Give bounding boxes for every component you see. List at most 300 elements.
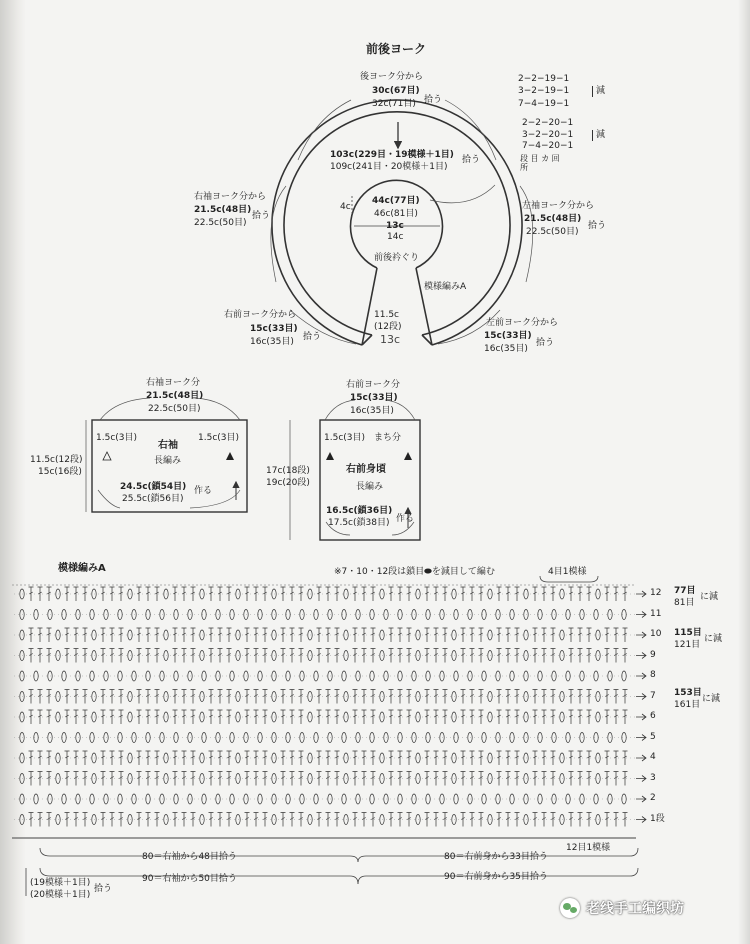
double-crochet-mark xyxy=(146,772,151,786)
double-crochet-mark xyxy=(218,813,223,827)
double-crochet-mark xyxy=(281,710,286,724)
dec10-note: に減 xyxy=(704,634,723,644)
dec12-note: に減 xyxy=(700,592,719,602)
double-crochet-mark xyxy=(533,772,538,786)
row-direction-arrow xyxy=(636,755,646,761)
double-crochet-mark xyxy=(290,690,295,704)
chart-repeat12: 12目1模様 xyxy=(566,843,611,853)
double-crochet-mark xyxy=(542,628,547,642)
yoke-outer-v2: 109c(241目・20模様＋1目) xyxy=(330,162,448,172)
front-height-v2: 19c(20段) xyxy=(266,478,310,488)
double-crochet-mark xyxy=(605,751,610,765)
double-crochet-mark xyxy=(65,813,70,827)
double-crochet-mark xyxy=(398,690,403,704)
double-crochet-mark xyxy=(173,813,178,827)
double-crochet-mark xyxy=(614,813,619,827)
double-crochet-mark xyxy=(218,587,223,601)
chart-row-label: 1段 xyxy=(650,813,665,824)
double-crochet-mark xyxy=(425,710,430,724)
left-sleeve-v2: 22.5c(50目) xyxy=(526,227,579,237)
double-crochet-mark xyxy=(578,628,583,642)
double-crochet-mark xyxy=(569,587,574,601)
double-crochet-mark xyxy=(398,710,403,724)
double-crochet-mark xyxy=(578,772,583,786)
chart-row-label: 3 xyxy=(650,772,656,783)
double-crochet-mark xyxy=(182,587,187,601)
right-sleeve-action: 拾う xyxy=(252,211,271,221)
double-crochet-mark xyxy=(29,710,34,724)
dec-table2-row3: 7−4−20−1 xyxy=(522,141,574,151)
double-crochet-mark xyxy=(146,628,151,642)
double-crochet-mark xyxy=(506,751,511,765)
double-crochet-mark xyxy=(578,649,583,663)
double-crochet-mark xyxy=(281,628,286,642)
double-crochet-mark xyxy=(506,587,511,601)
double-crochet-mark xyxy=(254,628,259,642)
double-crochet-mark xyxy=(353,690,358,704)
double-crochet-mark xyxy=(362,813,367,827)
double-crochet-mark xyxy=(434,751,439,765)
double-crochet-mark xyxy=(389,587,394,601)
double-crochet-mark xyxy=(362,690,367,704)
double-crochet-mark xyxy=(497,587,502,601)
double-crochet-mark xyxy=(461,628,466,642)
double-crochet-mark xyxy=(65,628,70,642)
double-crochet-mark xyxy=(65,772,70,786)
front-bottom-v1: 16.5c(鎖36目) xyxy=(326,506,393,516)
double-crochet-mark xyxy=(182,813,187,827)
double-crochet-mark xyxy=(65,751,70,765)
double-crochet-mark xyxy=(209,587,214,601)
double-crochet-mark xyxy=(245,587,250,601)
double-crochet-mark xyxy=(425,587,430,601)
chart-row-label: 8 xyxy=(650,670,656,680)
double-crochet-mark xyxy=(101,710,106,724)
double-crochet-mark xyxy=(317,813,322,827)
placket-v2: (12段) xyxy=(374,322,402,332)
double-crochet-mark xyxy=(38,628,43,642)
double-crochet-mark xyxy=(542,587,547,601)
double-crochet-mark xyxy=(74,751,79,765)
wechat-logo-icon xyxy=(560,898,580,918)
neck-v1: 44c(77目) xyxy=(372,196,420,206)
front-corner-right: まち分 xyxy=(374,433,402,443)
double-crochet-mark xyxy=(506,813,511,827)
double-crochet-mark xyxy=(497,690,502,704)
dec7-note: に減 xyxy=(702,694,721,704)
double-crochet-mark xyxy=(65,649,70,663)
double-crochet-mark xyxy=(74,813,79,827)
double-crochet-mark xyxy=(29,813,34,827)
row-direction-arrow xyxy=(636,694,646,700)
double-crochet-mark xyxy=(605,587,610,601)
double-crochet-mark xyxy=(389,710,394,724)
bottom1-left: 80＝右袖から48目拾う xyxy=(142,852,237,862)
neck-w1: 13c xyxy=(386,221,404,231)
sleeve-top-v1: 21.5c(48目) xyxy=(146,391,204,401)
double-crochet-mark xyxy=(317,772,322,786)
double-crochet-mark xyxy=(533,628,538,642)
chart-row-label: 5 xyxy=(650,731,656,742)
double-crochet-mark xyxy=(470,710,475,724)
double-crochet-mark xyxy=(290,772,295,786)
double-crochet-mark xyxy=(173,628,178,642)
double-crochet-mark xyxy=(362,649,367,663)
watermark xyxy=(560,898,684,918)
double-crochet-mark xyxy=(470,628,475,642)
chart-row-label: 11 xyxy=(650,608,662,619)
sleeve-bottom-v1: 24.5c(鎖54目) xyxy=(120,482,187,492)
total-action: 拾う xyxy=(94,884,113,894)
double-crochet-mark xyxy=(218,690,223,704)
chart-repeat: 4目1模様 xyxy=(548,567,587,577)
dec-table1-note: 減 xyxy=(592,86,605,97)
double-crochet-mark xyxy=(290,628,295,642)
double-crochet-mark xyxy=(461,772,466,786)
double-crochet-mark xyxy=(182,772,187,786)
front-title: 右前身頃 xyxy=(346,464,386,475)
double-crochet-mark xyxy=(542,772,547,786)
double-crochet-mark xyxy=(326,649,331,663)
row-direction-arrow xyxy=(636,632,646,638)
double-crochet-mark xyxy=(65,710,70,724)
double-crochet-mark xyxy=(209,649,214,663)
double-crochet-mark xyxy=(398,649,403,663)
yoke-outer-v1: 103c(229目・19模様＋1目) xyxy=(330,150,454,160)
dec-table1-row2: 3−2−19−1 xyxy=(518,86,570,96)
double-crochet-mark xyxy=(110,628,115,642)
double-crochet-mark xyxy=(533,587,538,601)
double-crochet-mark xyxy=(614,710,619,724)
double-crochet-mark xyxy=(173,751,178,765)
double-crochet-mark xyxy=(218,772,223,786)
front-corner-left: 1.5c(3目) xyxy=(324,433,366,443)
front-height-v1: 17c(18段) xyxy=(266,466,310,476)
front-top-v1: 15c(33目) xyxy=(350,393,398,403)
sleeve-make: 作る xyxy=(194,486,213,496)
double-crochet-mark xyxy=(461,690,466,704)
row-direction-arrow xyxy=(636,591,646,597)
double-crochet-mark xyxy=(614,690,619,704)
dec12-v1: 77目 xyxy=(674,586,696,596)
left-front-label: 左前ヨーク分から xyxy=(486,318,559,328)
double-crochet-mark xyxy=(281,772,286,786)
double-crochet-mark xyxy=(74,649,79,663)
double-crochet-mark xyxy=(317,751,322,765)
double-crochet-mark xyxy=(425,772,430,786)
double-crochet-mark xyxy=(362,772,367,786)
double-crochet-mark xyxy=(461,710,466,724)
double-crochet-mark xyxy=(425,751,430,765)
double-crochet-mark xyxy=(137,649,142,663)
double-crochet-mark xyxy=(218,751,223,765)
dec-table2-row1: 2−2−20−1 xyxy=(522,118,574,128)
double-crochet-mark xyxy=(353,628,358,642)
double-crochet-mark xyxy=(146,587,151,601)
double-crochet-mark xyxy=(533,813,538,827)
double-crochet-mark xyxy=(38,649,43,663)
row-direction-arrow xyxy=(636,776,646,782)
bottom2-right: 90＝右前身から35目拾う xyxy=(444,872,548,882)
double-crochet-mark xyxy=(74,710,79,724)
yoke-title: 前後ヨーク xyxy=(366,42,427,56)
double-crochet-mark xyxy=(38,690,43,704)
double-crochet-mark xyxy=(425,813,430,827)
double-crochet-mark xyxy=(434,772,439,786)
double-crochet-mark xyxy=(209,813,214,827)
double-crochet-mark xyxy=(569,690,574,704)
double-crochet-mark xyxy=(605,628,610,642)
double-crochet-mark xyxy=(353,587,358,601)
double-crochet-mark xyxy=(317,587,322,601)
double-crochet-mark xyxy=(281,751,286,765)
double-crochet-mark xyxy=(353,813,358,827)
double-crochet-mark xyxy=(317,649,322,663)
double-crochet-mark xyxy=(209,690,214,704)
double-crochet-mark xyxy=(569,772,574,786)
double-crochet-mark xyxy=(353,772,358,786)
double-crochet-mark xyxy=(569,751,574,765)
double-crochet-mark xyxy=(434,710,439,724)
double-crochet-mark xyxy=(74,690,79,704)
double-crochet-mark xyxy=(29,772,34,786)
front-make: 作る xyxy=(396,514,415,524)
double-crochet-mark xyxy=(137,813,142,827)
left-front-action: 拾う xyxy=(536,338,555,348)
double-crochet-mark xyxy=(173,587,178,601)
double-crochet-mark xyxy=(542,690,547,704)
double-crochet-mark xyxy=(137,710,142,724)
double-crochet-mark xyxy=(281,587,286,601)
row-direction-arrow xyxy=(636,653,646,659)
double-crochet-mark xyxy=(101,649,106,663)
double-crochet-mark xyxy=(173,772,178,786)
double-crochet-mark xyxy=(137,587,142,601)
double-crochet-mark xyxy=(182,690,187,704)
double-crochet-mark xyxy=(461,649,466,663)
total-v1: (19模様＋1目) xyxy=(30,878,91,888)
dec7-v1: 153目 xyxy=(674,688,702,698)
double-crochet-mark xyxy=(254,690,259,704)
double-crochet-mark xyxy=(398,628,403,642)
double-crochet-mark xyxy=(506,649,511,663)
double-crochet-mark xyxy=(389,628,394,642)
front-top-label: 右前ヨーク分 xyxy=(346,380,401,390)
dec10-v1: 115目 xyxy=(674,628,702,638)
double-crochet-mark xyxy=(569,813,574,827)
dec10-v2: 121目 xyxy=(674,640,701,650)
double-crochet-mark xyxy=(317,628,322,642)
double-crochet-mark xyxy=(398,813,403,827)
double-crochet-mark xyxy=(578,710,583,724)
double-crochet-mark xyxy=(389,690,394,704)
double-crochet-mark xyxy=(398,587,403,601)
double-crochet-mark xyxy=(326,628,331,642)
double-crochet-mark xyxy=(101,772,106,786)
double-crochet-mark xyxy=(101,751,106,765)
double-crochet-mark xyxy=(326,772,331,786)
double-crochet-mark xyxy=(281,690,286,704)
bottom1-right: 80＝右前身から33目拾う xyxy=(444,852,548,862)
chart-row-label: 6 xyxy=(650,711,656,721)
right-sleeve-v1: 21.5c(48目) xyxy=(194,205,252,215)
double-crochet-mark xyxy=(506,690,511,704)
stitch-chart-rows xyxy=(14,587,646,827)
double-crochet-mark xyxy=(38,751,43,765)
row-direction-arrow xyxy=(636,796,646,802)
dec-table1-row3: 7−4−19−1 xyxy=(518,99,570,109)
double-crochet-mark xyxy=(254,813,259,827)
double-crochet-mark xyxy=(290,710,295,724)
double-crochet-mark xyxy=(209,710,214,724)
double-crochet-mark xyxy=(362,628,367,642)
double-crochet-mark xyxy=(362,751,367,765)
double-crochet-mark xyxy=(101,587,106,601)
front-top-v2: 16c(35目) xyxy=(350,406,394,416)
row-direction-arrow xyxy=(636,735,646,741)
double-crochet-mark xyxy=(605,710,610,724)
double-crochet-mark xyxy=(29,628,34,642)
double-crochet-mark xyxy=(578,690,583,704)
double-crochet-mark xyxy=(578,751,583,765)
double-crochet-mark xyxy=(326,751,331,765)
double-crochet-mark xyxy=(101,690,106,704)
double-crochet-mark xyxy=(38,587,43,601)
double-crochet-mark xyxy=(137,690,142,704)
double-crochet-mark xyxy=(245,628,250,642)
double-crochet-mark xyxy=(506,710,511,724)
left-sleeve-action: 拾う xyxy=(588,221,607,231)
double-crochet-mark xyxy=(110,649,115,663)
sleeve-corner-left: 1.5c(3目) xyxy=(96,433,138,443)
double-crochet-mark xyxy=(290,587,295,601)
row-direction-arrow xyxy=(636,612,646,618)
double-crochet-mark xyxy=(425,628,430,642)
double-crochet-mark xyxy=(470,690,475,704)
double-crochet-mark xyxy=(614,772,619,786)
double-crochet-mark xyxy=(173,690,178,704)
double-crochet-mark xyxy=(245,710,250,724)
double-crochet-mark xyxy=(74,628,79,642)
dec-table2-row2: 3−2−20−1 xyxy=(522,130,574,140)
double-crochet-mark xyxy=(137,628,142,642)
double-crochet-mark xyxy=(506,628,511,642)
double-crochet-mark xyxy=(209,751,214,765)
double-crochet-mark xyxy=(29,649,34,663)
double-crochet-mark xyxy=(245,751,250,765)
double-crochet-mark xyxy=(497,710,502,724)
double-crochet-mark xyxy=(434,813,439,827)
double-crochet-mark xyxy=(137,772,142,786)
double-crochet-mark xyxy=(542,751,547,765)
double-crochet-mark xyxy=(326,587,331,601)
right-sleeve-label: 右袖ヨーク分から xyxy=(194,192,267,202)
double-crochet-mark xyxy=(290,751,295,765)
dec7-v2: 161目 xyxy=(674,700,701,710)
placket-v1: 11.5c xyxy=(374,310,399,320)
back-pickup-v2: 32c(71目) xyxy=(372,99,416,109)
double-crochet-mark xyxy=(470,649,475,663)
double-crochet-mark xyxy=(461,751,466,765)
double-crochet-mark xyxy=(461,813,466,827)
double-crochet-mark xyxy=(434,690,439,704)
sleeve-height-v2: 15c(16段) xyxy=(38,467,82,477)
back-pickup-v1: 30c(67目) xyxy=(372,86,420,96)
front-bottom-v2: 17.5c(鎖38目) xyxy=(328,518,390,528)
dec-table2-legend: 段 目 カ 回 所 xyxy=(520,154,560,172)
double-crochet-mark xyxy=(38,813,43,827)
double-crochet-mark xyxy=(605,813,610,827)
double-crochet-mark xyxy=(110,587,115,601)
double-crochet-mark xyxy=(290,649,295,663)
double-crochet-mark xyxy=(389,772,394,786)
double-crochet-mark xyxy=(317,690,322,704)
double-crochet-mark xyxy=(245,649,250,663)
double-crochet-mark xyxy=(389,813,394,827)
double-crochet-mark xyxy=(497,649,502,663)
double-crochet-mark xyxy=(290,813,295,827)
row-direction-arrow xyxy=(636,817,646,823)
double-crochet-mark xyxy=(470,813,475,827)
dec-table2-note: 減 xyxy=(592,130,605,141)
double-crochet-mark xyxy=(218,710,223,724)
back-pickup-label: 後ヨーク分から xyxy=(360,72,424,82)
chart-row-label: 2 xyxy=(650,793,656,803)
double-crochet-mark xyxy=(209,628,214,642)
double-crochet-mark xyxy=(533,649,538,663)
placket-handwritten: 13c xyxy=(380,333,401,346)
yoke-outer-action: 拾う xyxy=(462,155,481,165)
double-crochet-mark xyxy=(65,690,70,704)
right-front-v2: 16c(35目) xyxy=(250,337,294,347)
sleeve-bottom-v2: 25.5c(鎖56目) xyxy=(122,494,184,504)
double-crochet-mark xyxy=(542,710,547,724)
double-crochet-mark xyxy=(173,649,178,663)
left-sleeve-label: 左袖ヨーク分から xyxy=(522,201,595,211)
double-crochet-mark xyxy=(461,587,466,601)
right-front-action: 拾う xyxy=(303,332,322,342)
neck-v2: 46c(81目) xyxy=(374,209,418,219)
row-direction-arrow xyxy=(636,673,646,679)
double-crochet-mark xyxy=(110,813,115,827)
yoke-pattern-label: 模様編みA xyxy=(424,282,467,292)
double-crochet-mark xyxy=(434,587,439,601)
double-crochet-mark xyxy=(245,690,250,704)
double-crochet-mark xyxy=(146,813,151,827)
chart-row-label: 9 xyxy=(650,649,656,660)
double-crochet-mark xyxy=(218,649,223,663)
double-crochet-mark xyxy=(110,690,115,704)
sleeve-stitch: 長編み xyxy=(154,456,182,466)
double-crochet-mark xyxy=(389,751,394,765)
double-crochet-mark xyxy=(38,710,43,724)
double-crochet-mark xyxy=(353,751,358,765)
double-crochet-mark xyxy=(569,628,574,642)
double-crochet-mark xyxy=(614,628,619,642)
double-crochet-mark xyxy=(110,710,115,724)
double-crochet-mark xyxy=(254,772,259,786)
double-crochet-mark xyxy=(533,751,538,765)
double-crochet-mark xyxy=(218,628,223,642)
neck-height: 4c xyxy=(340,202,351,212)
double-crochet-mark xyxy=(74,587,79,601)
double-crochet-mark xyxy=(569,710,574,724)
double-crochet-mark xyxy=(137,751,142,765)
double-crochet-mark xyxy=(110,772,115,786)
neck-label: 前後衿ぐり xyxy=(374,253,420,263)
double-crochet-mark xyxy=(38,772,43,786)
double-crochet-mark xyxy=(398,751,403,765)
